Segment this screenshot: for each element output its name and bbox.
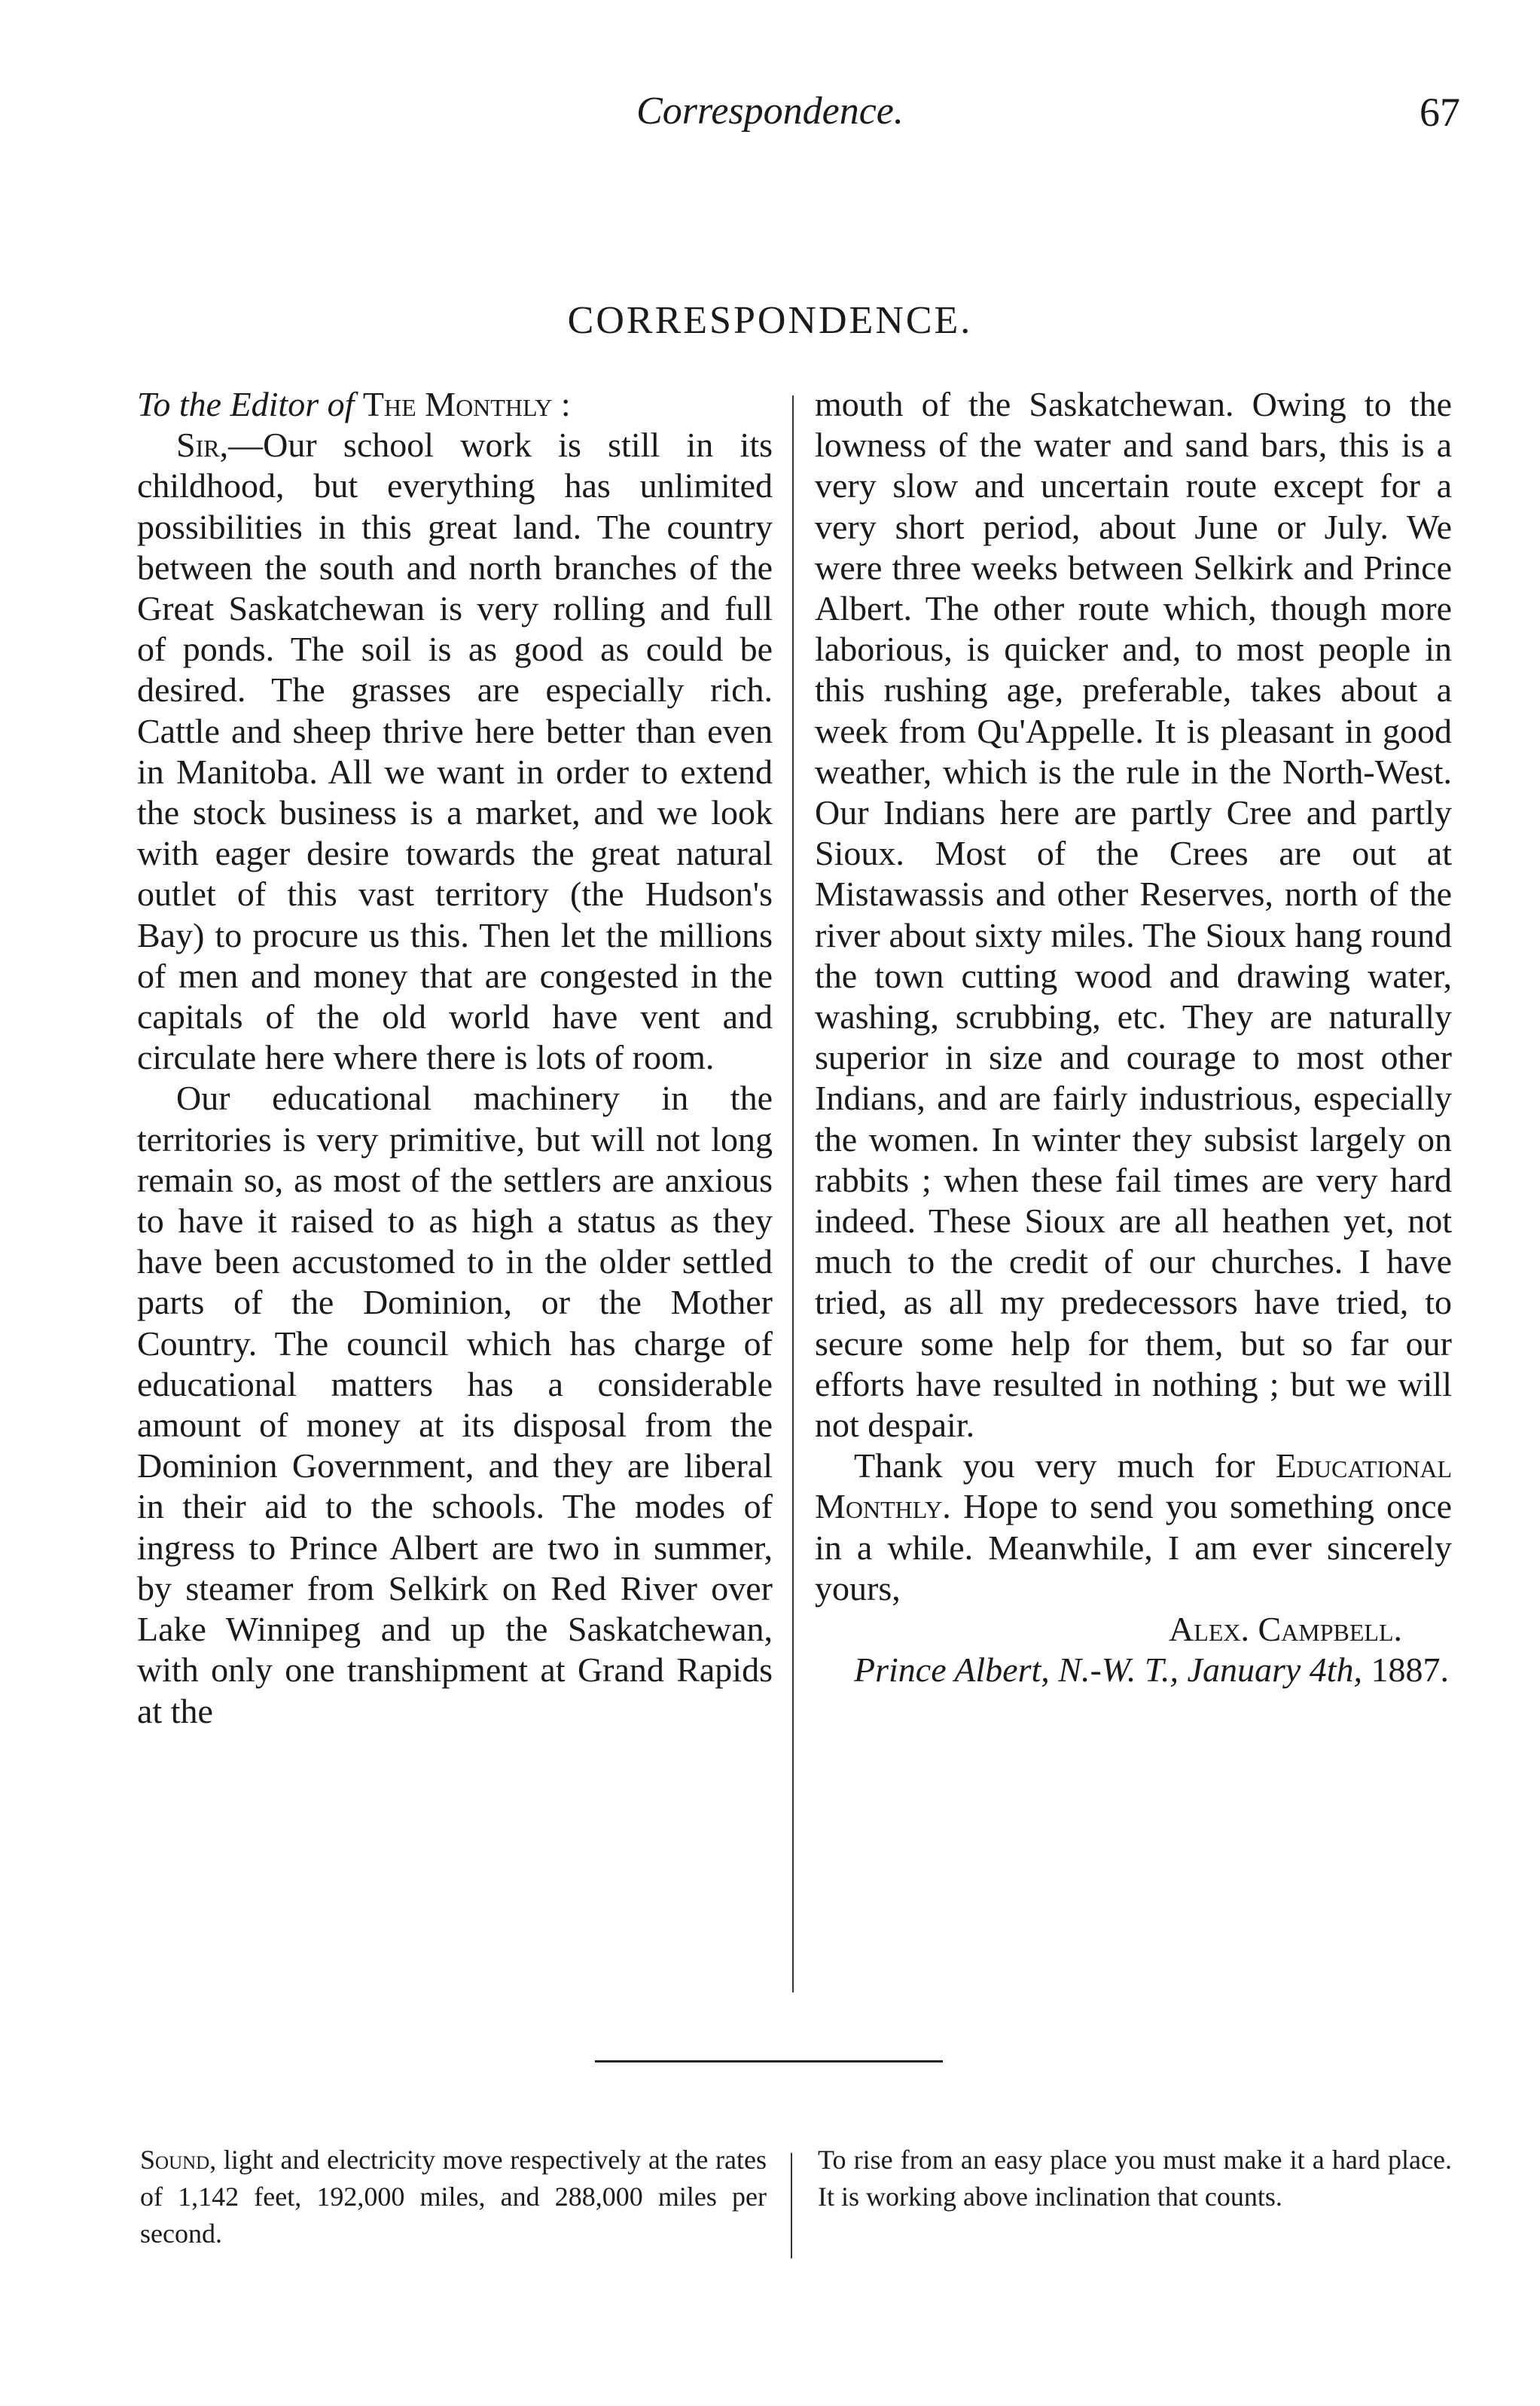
paragraph-1-body: —Our school work is still in its childhood, but everything has unlimited possibilities in this great land. The country between the south and north branches of the Great Saskatchewan is very rolling and full of ponds. The soil is as good as could be desired. The grasses are especially rich. Cattle and sheep thrive here better than even in Manitoba. All we want in order to extend the stock business is a market, and we look with eager desire towards the great natural outlet of this vast territory (the Hudson's Bay) to procure us this. Then let the millions of men and money that are congested in the capitals of the old world have vent and circulate here where there is lots of room. bbox=[137, 426, 773, 1077]
filler-note-left bbox=[140, 2142, 767, 2252]
footnote-divider bbox=[791, 2153, 792, 2258]
paragraph-1 bbox=[137, 425, 773, 1078]
paragraph-2-continued: mouth of the Saskatchewan. Owing to the lowness of the water and sand bars, this is a very slow and uncertain route except for a very short period, about June or July. We were three weeks between Selkirk and Prince Albert. The other route which, though more laborious, is quicker and, to most people in this rushing age, preferable, takes about a week from Qu'Appelle. It is pleasant in good weather, which is the rule in the North-West. Our Indians here are partly Cree and partly Sioux. Most of the Crees are out at Mistawassis and other Reserves, north of the river about sixty miles. The Sioux hang round the town cutting wood and drawing water, washing, scrubbing, etc. They are naturally superior in size and courage to most other Indians, and are fairly industrious, especially the women. In winter they subsist largely on rabbits ; when these fail times are very hard indeed. These Sioux are all heathen yet, not much to the credit of our churches. I have tried, as all my predecessors have tried, to secure some help for them, but so far our efforts have resulted in nothing ; but we will not despair. bbox=[815, 385, 1452, 1445]
left-column bbox=[137, 384, 773, 1732]
paragraph-2: Our educational machinery in the territories is very primitive, but will not long remain so, as most of the settlers are anxious to have it raised to as high a status as they have been accustomed to in the older settled parts of the Dominion, or the Mother Country. The council which has charge of educational matters has a considerable amount of money at its disposal from the Dominion Government, and they are liberal in their aid to the schools. The modes of ingress to Prince Albert are two in summer, by steamer from Selkirk on Red River over Lake Winnipeg and up the Saskatchewan, with only one transhipment at Grand Rapids at the bbox=[137, 1079, 773, 1730]
column-divider bbox=[792, 395, 794, 1992]
right-column bbox=[815, 384, 1452, 1691]
paragraph-1-lead: Sir, bbox=[176, 426, 229, 465]
paragraph-3-journal: Educational Monthly bbox=[815, 1446, 1452, 1526]
dateline bbox=[815, 1650, 1452, 1690]
filler-note-left-lead: Sound, bbox=[140, 2145, 217, 2175]
paragraph-3 bbox=[815, 1446, 1452, 1609]
signature: Alex. Campbell. bbox=[1169, 1610, 1402, 1649]
running-title: Correspondence. bbox=[636, 90, 904, 133]
section-heading: CORRESPONDENCE. bbox=[567, 299, 973, 342]
paragraph-3-start: Thank you very much for bbox=[854, 1446, 1276, 1485]
section-separator bbox=[595, 2060, 943, 2063]
page-number: 67 bbox=[1420, 90, 1460, 135]
paragraph-3-end: . Hope to send you something once in a while. Meanwhile, I am ever sincerely yours, bbox=[815, 1487, 1452, 1608]
dateline-year: 1887. bbox=[1362, 1650, 1450, 1690]
filler-note-left-body: light and electricity move respectively at the rates of 1,142 feet, 192,000 miles, and 288,000 miles per second. bbox=[140, 2145, 767, 2249]
salutation-suffix: : bbox=[552, 385, 571, 423]
running-header bbox=[0, 89, 1540, 149]
salutation-journal: The Monthly bbox=[362, 385, 553, 423]
filler-note-right: To rise from an easy place you must make it a hard place. It is working above inclination that counts. bbox=[818, 2145, 1452, 2212]
dateline-place-date: Prince Albert, N.-W. T., January 4th, bbox=[854, 1650, 1363, 1690]
salutation bbox=[137, 384, 773, 425]
salutation-prefix: To the Editor of bbox=[137, 385, 363, 423]
